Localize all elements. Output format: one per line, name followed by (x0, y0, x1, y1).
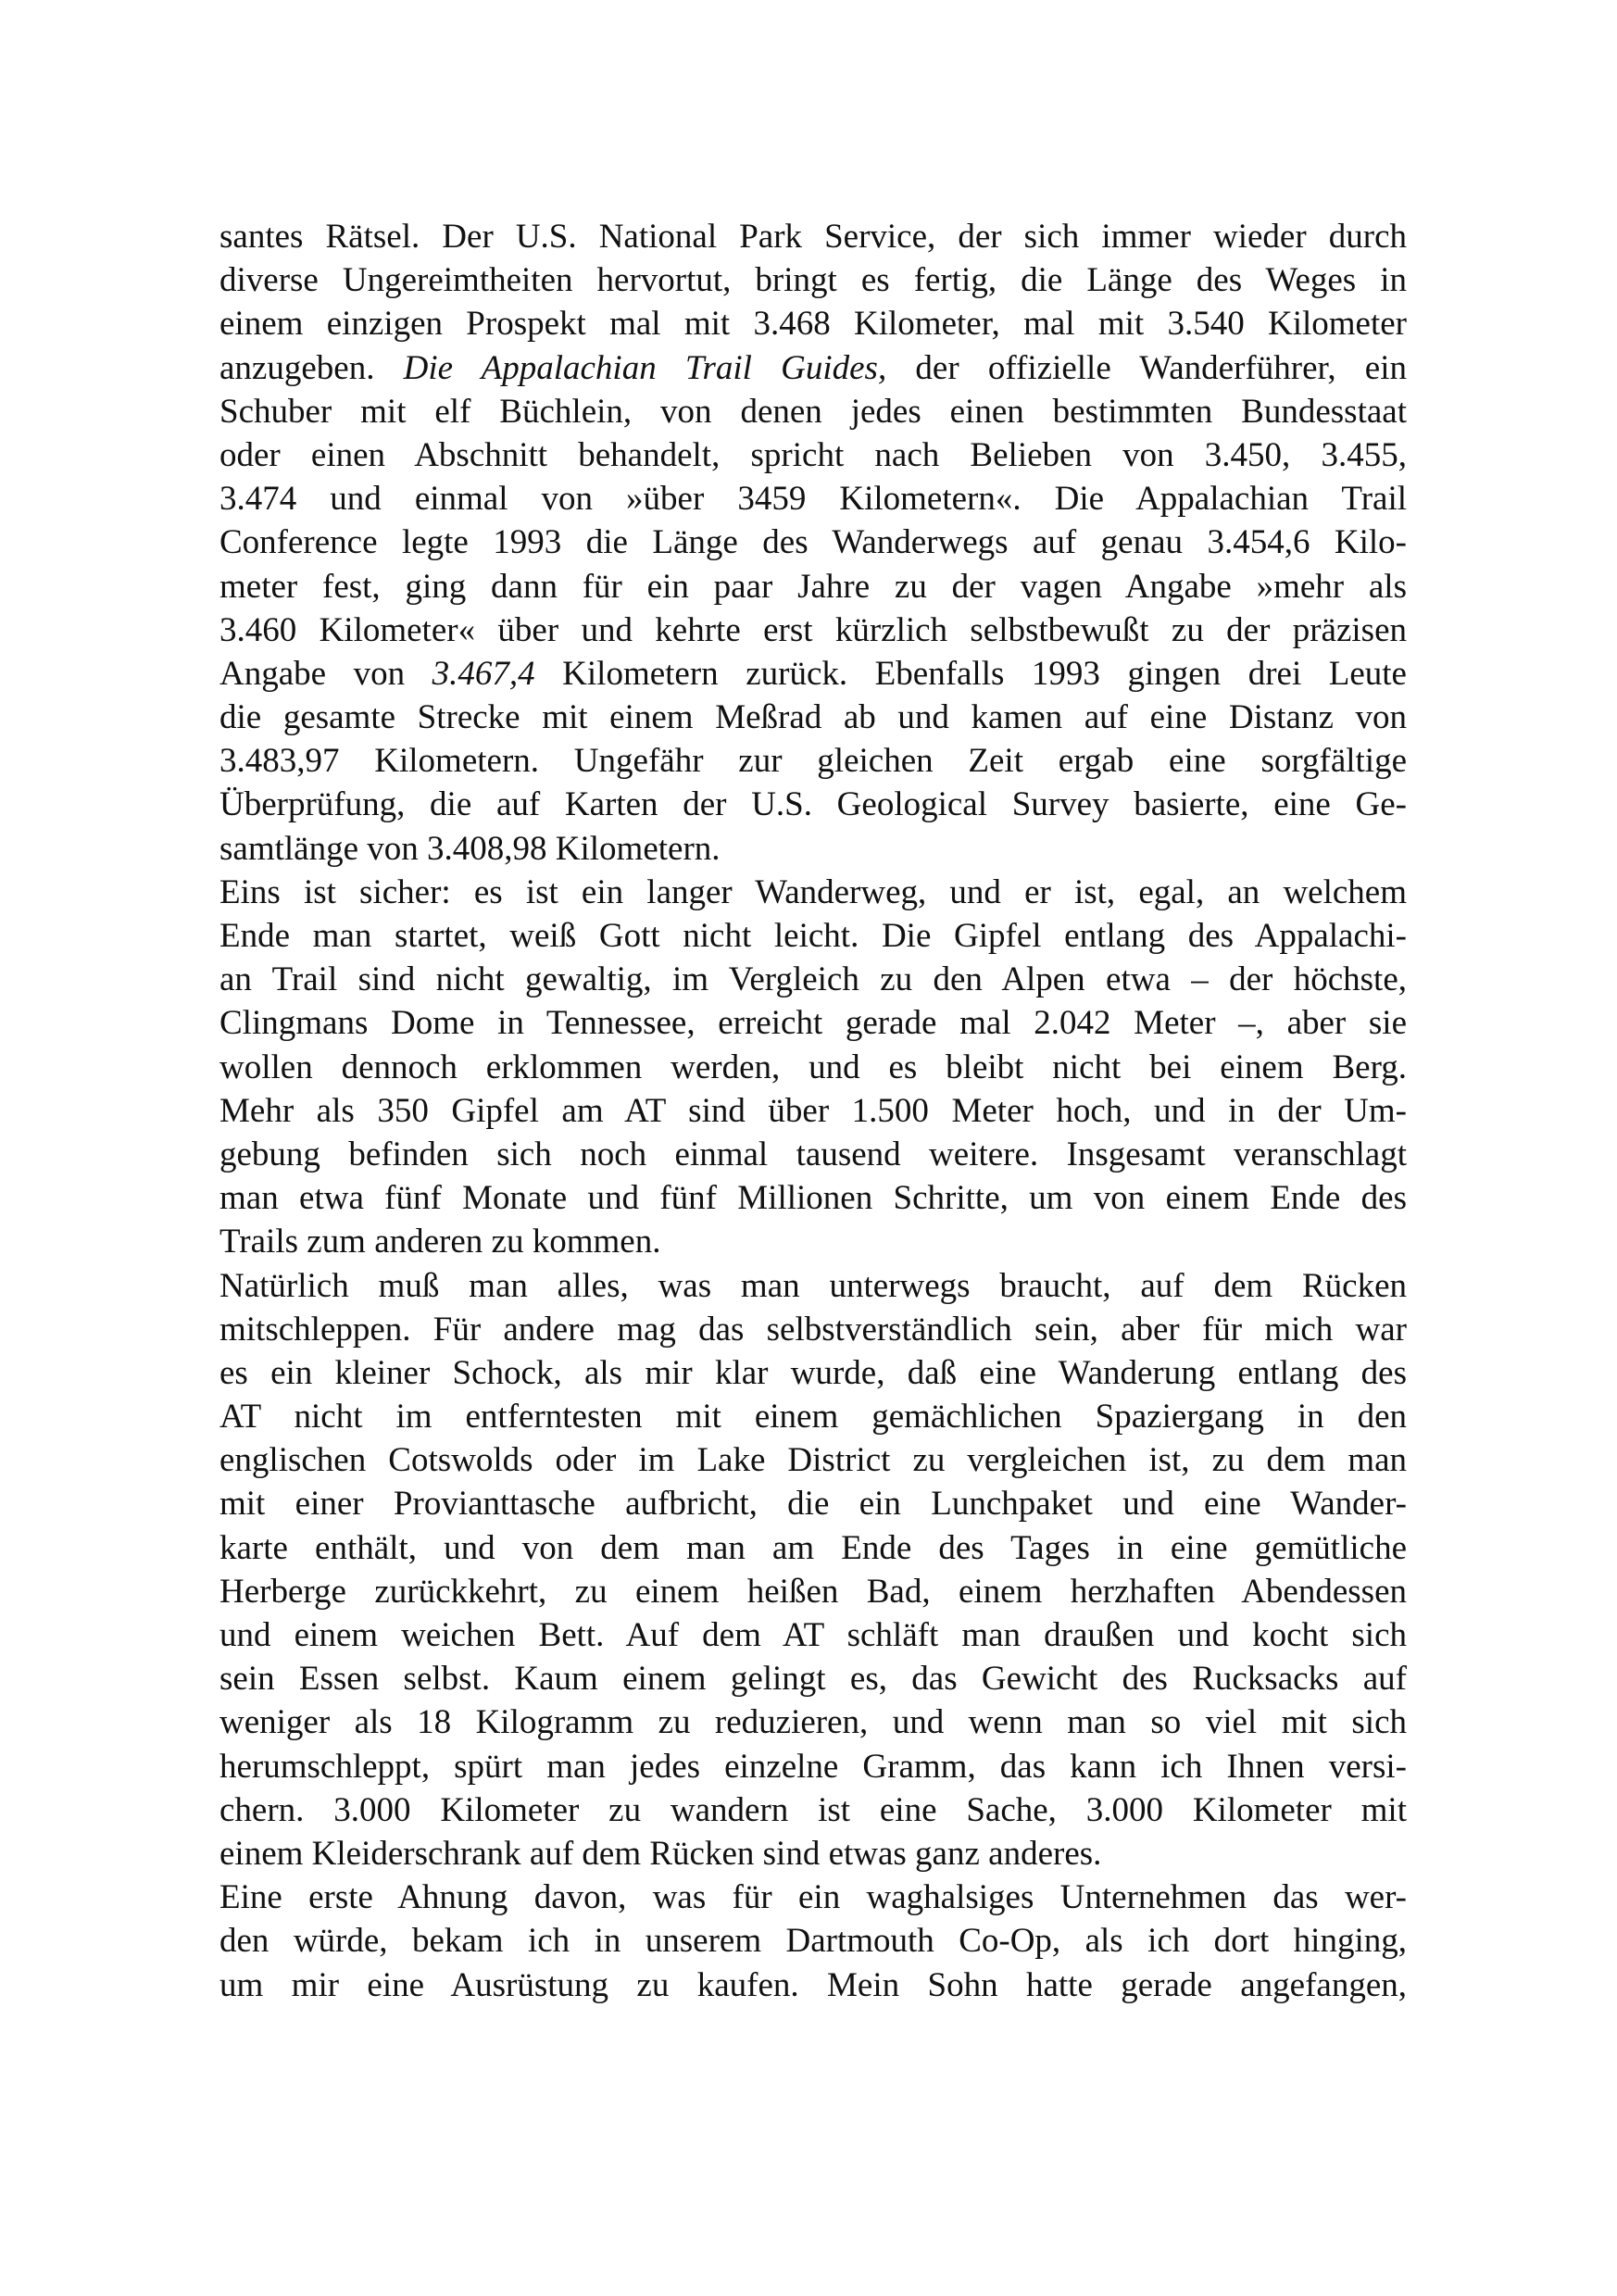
text-run: meter fest, ging dann für ein paar Jahre zu der vagen Angabe »mehr als (219, 567, 1407, 606)
text-run: Überprüfung, die auf Karten der U.S. Geological Survey basierte, eine Ge- (219, 785, 1407, 824)
text-line (219, 1133, 1407, 1176)
text-run: AT nicht im entferntesten mit einem gemächlichen Spaziergang in den (219, 1398, 1407, 1437)
text-run: herumschleppt, spürt man jedes einzelne Gramm, das kann ich Ihnen versi- (219, 1747, 1407, 1786)
text-run: Herberge zurückkehrt, zu einem heißen Bad, einem herzhaften Abendessen (219, 1572, 1407, 1611)
text-run: Conference legte 1993 die Länge des Wanderwegs auf genau 3.454,6 Kilo- (219, 523, 1407, 562)
text-run: an Trail sind nicht gewaltig, im Vergleich zu den Alpen etwa – der höchste, (219, 960, 1407, 999)
text-run: anzugeben. (219, 348, 404, 387)
paragraph (219, 1264, 1407, 1876)
text-run: Ende man startet, weiß Gott nicht leicht. Die Gipfel entlang des Appalachi- (219, 917, 1407, 955)
text-run: Kilometern zurück. Ebenfalls 1993 gingen drei Leute (534, 654, 1407, 693)
text-run: Trails zum anderen zu kommen. (219, 1223, 661, 1261)
text-run: samtlänge von 3.408,98 Kilometern. (219, 829, 721, 868)
text-run: Mehr als 350 Gipfel am AT sind über 1.500 Meter hoch, und in der Um- (219, 1091, 1407, 1130)
text-line (219, 521, 1407, 564)
text-line (219, 914, 1407, 958)
text-line (219, 1876, 1407, 1919)
text-run: gebung befinden sich noch einmal tausend weitere. Insgesamt veranschlagt (219, 1135, 1407, 1173)
text-run: weniger als 18 Kilogramm zu reduzieren, und wenn man so viel mit sich (219, 1703, 1407, 1742)
text-run: wollen dennoch erklommen werden, und es bleibt nicht bei einem Berg. (219, 1048, 1407, 1086)
text-run: mitschleppen. Für andere mag das selbstverständlich sein, aber für mich war (219, 1310, 1407, 1349)
text-line (219, 1351, 1407, 1395)
text-line (219, 1964, 1407, 2007)
text-run: 3.474 und einmal von »über 3459 Kilometern«. Die Appalachian Trail (219, 480, 1407, 519)
text-run: es ein kleiner Schock, als mir klar wurde, daß eine Wanderung entlang des (219, 1353, 1407, 1392)
text-run: sein Essen selbst. Kaum einem gelingt es, das Gewicht des Rucksacks auf (219, 1660, 1407, 1699)
text-run: einem Kleiderschrank auf dem Rücken sind etwas ganz anderes. (219, 1834, 1102, 1873)
text-line (219, 827, 1407, 871)
text-line (219, 1089, 1407, 1133)
text-line (219, 1176, 1407, 1220)
text-run: die gesamte Strecke mit einem Meßrad ab und kamen auf eine Distanz von (219, 698, 1407, 737)
text-line (219, 871, 1407, 914)
text-line (219, 215, 1407, 258)
text-run: karte enthält, und von dem man am Ende des Tages in eine gemütliche (219, 1528, 1407, 1567)
text-run: Clingmans Dome in Tennessee, erreicht gerade mal 2.042 Meter –, aber sie (219, 1004, 1407, 1043)
text-line (219, 1395, 1407, 1438)
text-line (219, 1700, 1407, 1744)
text-line (219, 477, 1407, 521)
text-run: um mir eine Ausrüstung zu kaufen. Mein Sohn hatte gerade angefangen, (219, 1965, 1407, 2004)
text-line (219, 1001, 1407, 1045)
text-line (219, 1220, 1407, 1263)
text-line (219, 1482, 1407, 1525)
text-line (219, 1570, 1407, 1613)
text-line (219, 783, 1407, 826)
text-line (219, 1264, 1407, 1308)
text-run: santes Rätsel. Der U.S. National Park Service, der sich immer wieder durch (219, 218, 1407, 256)
text-line (219, 1526, 1407, 1570)
text-run: Schuber mit elf Büchlein, von denen jedes einen bestimmten Bundesstaat (219, 392, 1407, 431)
text-line (219, 1438, 1407, 1482)
text-line (219, 346, 1407, 390)
italic-text: Die Appalachian Trail Guides, (403, 348, 887, 387)
text-run: Angabe von (219, 654, 432, 693)
text-line (219, 1308, 1407, 1351)
text-line (219, 1832, 1407, 1876)
body-text (219, 215, 1407, 2007)
text-run: der offizielle Wanderführer, ein (886, 348, 1407, 387)
text-run: Natürlich muß man alles, was man unterwegs braucht, auf dem Rücken (219, 1266, 1407, 1305)
text-run: 3.483,97 Kilometern. Ungefähr zur gleichen Zeit ergab eine sorgfältige (219, 742, 1407, 781)
text-run: und einem weichen Bett. Auf dem AT schläft man draußen und kocht sich (219, 1616, 1407, 1654)
text-run: chern. 3.000 Kilometer zu wandern ist eine Sache, 3.000 Kilometer mit (219, 1790, 1407, 1829)
text-line (219, 1657, 1407, 1700)
text-line (219, 958, 1407, 1001)
text-run: 3.460 Kilometer« über und kehrte erst kürzlich selbstbewußt zu der präzisen (219, 610, 1407, 649)
text-line (219, 1788, 1407, 1832)
text-run: Eins ist sicher: es ist ein langer Wanderweg, und er ist, egal, an welchem (219, 872, 1407, 911)
text-run: englischen Cotswolds oder im Lake District zu vergleichen ist, zu dem man (219, 1441, 1407, 1480)
paragraph (219, 215, 1407, 871)
text-run: diverse Ungereimtheiten hervortut, bringt es fertig, die Länge des Weges in (219, 261, 1407, 300)
text-line (219, 1613, 1407, 1657)
text-run: den würde, bekam ich in unserem Dartmouth Co-Op, als ich dort hinging, (219, 1922, 1407, 1961)
text-run: man etwa fünf Monate und fünf Millionen Schritte, um von einem Ende des (219, 1179, 1407, 1218)
text-line (219, 1919, 1407, 1963)
paragraph (219, 871, 1407, 1264)
text-line (219, 302, 1407, 345)
text-line (219, 696, 1407, 739)
text-line (219, 1745, 1407, 1788)
italic-text: 3.467,4 (432, 654, 535, 693)
text-line (219, 1046, 1407, 1089)
text-run: Eine erste Ahnung davon, was für ein waghalsiges Unternehmen das wer- (219, 1878, 1407, 1917)
text-line (219, 565, 1407, 609)
text-run: oder einen Abschnitt behandelt, spricht nach Belieben von 3.450, 3.455, (219, 435, 1407, 474)
paragraph (219, 1876, 1407, 2007)
text-line (219, 390, 1407, 433)
text-line (219, 433, 1407, 477)
text-run: mit einer Provianttasche aufbricht, die ein Lunchpaket und eine Wander- (219, 1485, 1407, 1524)
text-line (219, 609, 1407, 652)
text-line (219, 652, 1407, 696)
text-line (219, 258, 1407, 302)
text-run: einem einzigen Prospekt mal mit 3.468 Kilometer, mal mit 3.540 Kilometer (219, 305, 1407, 344)
text-line (219, 739, 1407, 783)
